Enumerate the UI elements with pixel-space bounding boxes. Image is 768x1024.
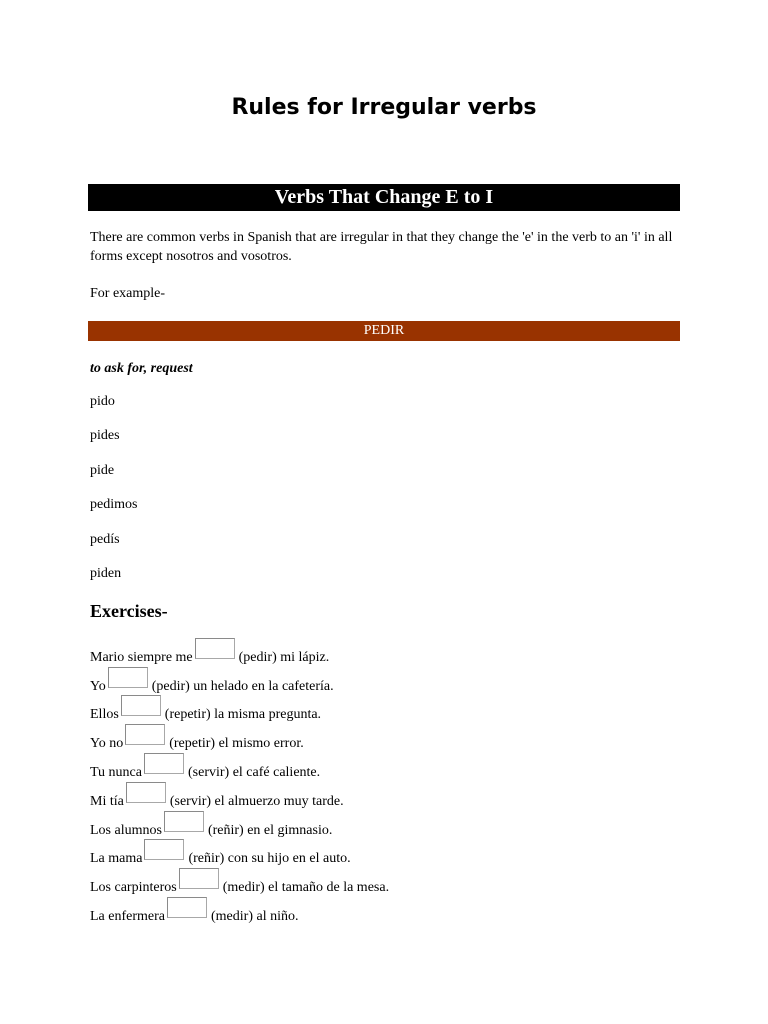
exercise-prompt-start: La enfermera [90, 908, 165, 924]
answer-input[interactable] [167, 897, 207, 918]
exercise-prompt-end: (pedir) un helado en la cafetería. [151, 678, 334, 694]
exercise-item [90, 840, 389, 869]
exercise-prompt-start: Mi tía [90, 793, 124, 809]
exercise-prompt-start: Yo [90, 678, 106, 694]
answer-input[interactable] [164, 811, 204, 832]
exercise-prompt-start: Los carpinteros [90, 880, 177, 896]
exercise-item [90, 897, 389, 926]
exercise-item [90, 638, 389, 667]
exercise-prompt-start: Ellos [90, 707, 119, 723]
exercise-prompt-end: (medir) al niño. [211, 908, 299, 924]
conjugation-item: piden [90, 565, 122, 581]
answer-input[interactable] [108, 667, 148, 688]
exercises-heading: Exercises- [90, 601, 168, 621]
answer-input[interactable] [144, 753, 184, 774]
exercise-item [90, 696, 389, 725]
exercise-prompt-end: (reñir) en el gimnasio. [207, 822, 333, 838]
exercise-item [90, 782, 389, 811]
exercise-prompt-start: Los alumnos [90, 822, 162, 838]
exercise-prompt-end: (repetir) la misma pregunta. [164, 707, 322, 723]
answer-input[interactable] [179, 868, 219, 889]
answer-input[interactable] [125, 724, 165, 745]
exercise-prompt-end: (pedir) mi lápiz. [238, 649, 330, 665]
exercise-prompt-end: (repetir) el mismo error. [169, 736, 304, 752]
conjugation-list [90, 392, 137, 598]
conjugation-item: pedimos [90, 497, 138, 513]
exercise-item [90, 868, 389, 897]
for-example-label: For example- [90, 286, 166, 301]
exercise-item [90, 667, 389, 696]
exercise-prompt-end: (servir) el almuerzo muy tarde. [169, 793, 344, 809]
exercise-prompt-end: (servir) el café caliente. [188, 764, 321, 780]
exercise-prompt-start: Tu nunca [90, 764, 142, 780]
exercise-prompt-start: La mama [90, 851, 143, 867]
answer-input[interactable] [195, 638, 235, 659]
verb-banner: PEDIR [88, 321, 680, 341]
exercise-prompt-end: (reñir) con su hijo en el auto. [188, 851, 351, 867]
section-banner: Verbs That Change E to I [88, 184, 680, 211]
answer-input[interactable] [126, 782, 166, 803]
exercise-prompt-start: Yo no [90, 736, 124, 752]
verb-meaning: to ask for, request [90, 361, 193, 376]
page-title: Rules for Irregular verbs [231, 95, 537, 120]
conjugation-item: pedís [90, 531, 120, 547]
answer-input[interactable] [121, 695, 161, 716]
intro-paragraph: There are common verbs in Spanish that are irregular in that they change the 'e' in the verb to an 'i' in all forms except nosotros and vosotros. [90, 230, 673, 264]
answer-input[interactable] [144, 839, 184, 860]
exercise-list [90, 638, 389, 926]
conjugation-item: pido [90, 394, 115, 409]
exercise-item [90, 811, 389, 840]
conjugation-item: pides [90, 428, 120, 444]
conjugation-item: pide [90, 462, 115, 478]
exercise-prompt-start: Mario siempre me [90, 649, 193, 665]
exercise-prompt-end: (medir) el tamaño de la mesa. [222, 880, 390, 896]
exercise-item [90, 753, 389, 782]
exercise-item [90, 724, 389, 753]
